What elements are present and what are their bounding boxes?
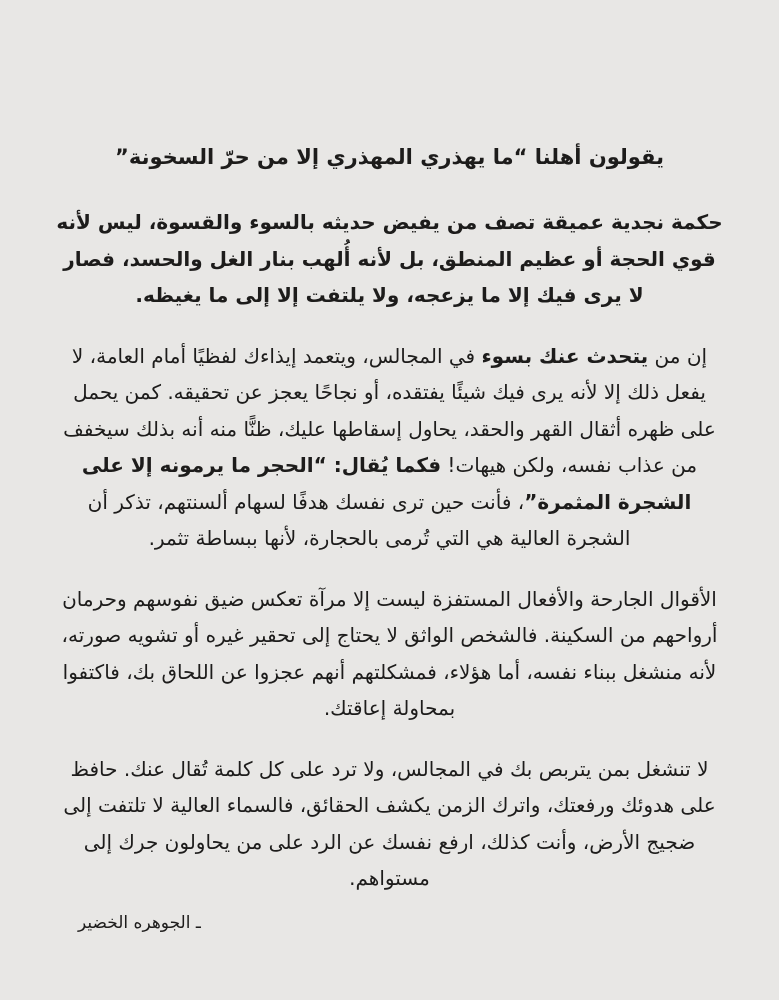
bold-text-segment: حكمة نجدية عميقة تصف من يفيض حديثه بالسوء والقسوة، ليس لأنه قوي الحجة أو عظيم المنطق، بل لأنه أُلهب بنار الغل والحسد، فصار لا يرى فيك إلا ما يزعجه، ولا يلتفت إلا إلى ما يغيظه. <box>56 210 723 307</box>
quote-body <box>56 204 723 897</box>
quote-paragraph <box>56 338 723 557</box>
text-segment: في المجالس، ويتعمد إيذاءك لفظيًا أمام العامة، لا يفعل ذلك إلا لأنه يرى فيك شيئًا يفتقده، أو نجاحًا يعجز عن تحقيقه. كمن يحمل على ظهره أثقال القهر والحقد، يحاول إسقاطها عليك، ظنًّا منه أنه بذلك سيخفف من عذاب نفسه، ولكن هيهات! <box>63 343 716 477</box>
quote-paragraph <box>56 581 723 727</box>
text-segment: الأقوال الجارحة والأفعال المستفزة ليست إلا مرآة تعكس ضيق نفوسهم وحرمان أرواحهم من السكينة. فالشخص الواثق لا يحتاج إلى تحقير غيره أو تشويه صورته، لأنه منشغل ببناء نفسه، أما هؤلاء، فمشكلتهم أنهم عجزوا عن اللحاق بك، فاكتفوا بمحاولة إعاقتك. <box>61 586 718 720</box>
author-signature: ـ الجوهره الخضير <box>78 912 201 933</box>
quote-title: يقولون أهلنا “ما يهذري المهذري إلا من حرّ السخونة” <box>115 145 664 169</box>
quote-paragraph <box>56 204 723 314</box>
bold-text-segment: يتحدث عنك بسوء <box>481 343 649 368</box>
text-segment: إن من <box>648 343 708 368</box>
quote-paragraph <box>56 751 723 897</box>
text-segment: لا تنشغل بمن يتربص بك في المجالس، ولا ترد على كل كلمة تُقال عنك. حافظ على هدوئك ورفعتك، واترك الزمن يكشف الحقائق، فالسماء العالية لا تلتفت إلى ضجيج الأرض، وأنت كذلك، ارفع نفسك عن الرد على من يحاولون جرك إلى مستواهم. <box>63 756 716 890</box>
bold-text-segment: فكما يُقال: “الحجر ما يرمونه إلا على الشجرة المثمرة” <box>81 453 692 514</box>
text-segment: ، فأنت حين ترى نفسك هدفًا لسهام ألسنتهم، تذكر أن الشجرة العالية هي التي تُرمى بالحجارة، لأنها ببساطة تثمر. <box>87 489 631 550</box>
